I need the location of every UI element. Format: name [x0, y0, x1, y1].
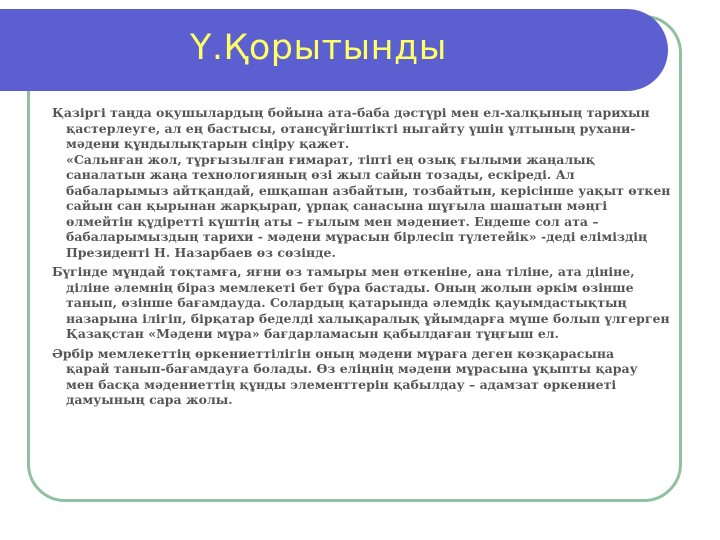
- paragraph-line: өлмейтін құдіретті күштің аты – ғылым мен мәдениет. Ендеше сол ата –: [66, 213, 599, 229]
- paragraph-line: «Сальнған жол, тұрғызылған ғимарат, тіпті ең озық ғылыми жаңалық: [66, 151, 595, 167]
- paragraph-line: Қазақстан «Мәдени мұра» бағдарламасын қабылдаған тұңғыш ел.: [66, 326, 559, 341]
- paragraph-2: [52, 264, 690, 342]
- paragraph-line: сайын сан қырынан жарқырап, ұрпақ санасына шұғыла шашатын мәңгі: [66, 198, 608, 213]
- page-title: Ү.Қорытынды: [190, 28, 447, 68]
- paragraph-line: Әрбір мемлекеттің өркениеттілігін оның мәдени мұраға деген көзқарасына: [52, 345, 615, 361]
- paragraph-line: саналатын жаңа технологияның өзі жыл сайын тозады, ескіреді. Ал: [66, 167, 575, 182]
- paragraph-line: Президенті Н. Назарбаев өз сөзінде.: [66, 244, 336, 260]
- paragraph-3: [52, 346, 690, 408]
- paragraph-line: назарына ілігіп, бірқатар беделді халықаралық ұйымдарға мүше болып үлгерген: [66, 310, 670, 326]
- paragraph-line: мәдени құндылықтарын сіңіру қажет.: [66, 136, 350, 151]
- paragraph-line: қарай танып-бағамдауға болады. Өз еліңнің мәдени мұрасына ұқыпты қарау: [66, 361, 638, 376]
- paragraph-line: қастерлеуге, ал ең бастысы, отансүйгіштікті ныгайту үшін ұлтының рухани-: [66, 120, 636, 136]
- paragraph-line: Қазіргі таңда оқушылардың бойына ата-баба дәстүрі мен ел-халқының тарихын: [52, 105, 650, 120]
- paragraph-line: діліне әлемнің біраз мемлекеті бет бұра бастады. Оның жолын әркім өзінше: [66, 279, 634, 295]
- paragraph-line: дамуының сара жолы.: [66, 392, 233, 407]
- paragraph-line: мен басқа мәдениеттің құнды элементтерін қабылдау – адамзат өркениеті: [66, 376, 617, 392]
- paragraph-line: танып, өзінше бағамдауда. Солардың қатарында әлемдік қауымдастықтың: [66, 295, 627, 310]
- slide-content: [52, 105, 690, 412]
- paragraph-line: бабаларымыз айтқандай, ешқашан азбайтын, тозбайтын, керісінше уақыт өткен: [66, 182, 671, 198]
- paragraph-line: бабаларымыздың тарихи - мәдени мұрасын бірлесіп түлетейік» -деді еліміздің: [66, 229, 648, 244]
- paragraph-1: [52, 105, 690, 260]
- paragraph-line: Бүгінде мұндай тоқтамға, яғни өз тамыры мен өткеніне, ана тіліне, ата дініне,: [52, 264, 635, 279]
